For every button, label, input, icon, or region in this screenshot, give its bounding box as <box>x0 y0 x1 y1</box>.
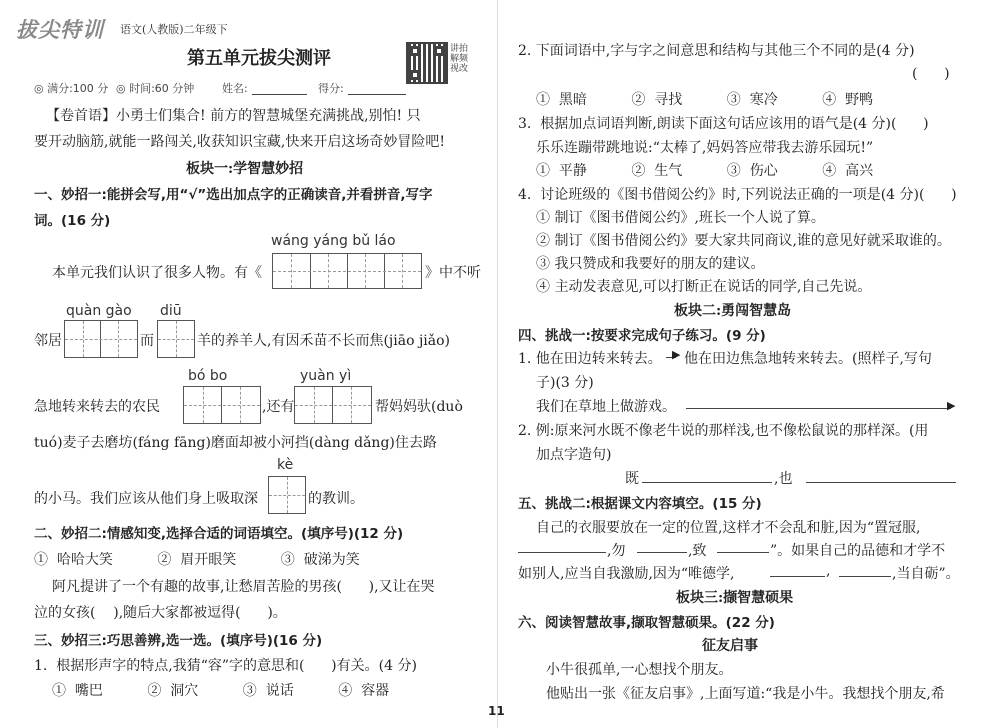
pinyin-wangyangbulao: wáng yáng bǔ láo <box>271 233 396 249</box>
q1-line-3a: 急地转来转去的农民 <box>34 399 160 415</box>
s4-1-original: 1. 他在田边转来转去。 <box>518 351 662 367</box>
q2-line-1: 阿凡提讲了一个有趣的故事,让愁眉苦脸的男孩( ),又让在哭 <box>52 579 435 595</box>
arrow-head-1: ▶ <box>672 348 681 361</box>
pinyin-quangao: quàn gào <box>66 303 132 319</box>
r-q3-sentence: 乐乐连蹦带跳地说:“太棒了,妈妈答应带我去游乐园玩!” <box>536 140 874 156</box>
q1-line-3c: 帮妈妈驮(duò <box>375 399 463 415</box>
pinyin-bobo: bó bo <box>188 368 228 384</box>
s4-2-stem: 2. 例:原来河水既不像老牛说的那样浅,也不像松鼠说的那样深。(用 <box>518 423 929 439</box>
q1-line-2b: 而 <box>140 333 154 349</box>
s5-blank-3[interactable] <box>717 552 769 553</box>
answer-boxes-wangyangbulao[interactable] <box>272 253 422 289</box>
r-q4-option-b: ② 制订《图书借阅公约》要大家共同商议,谁的意见好就采取谁的。 <box>536 233 951 249</box>
s5-line-3b: , <box>826 563 831 579</box>
r-q4-option-c: ③ 我只赞成和我要好的朋友的建议。 <box>536 256 765 272</box>
subject-label: 语文(人教版)二年级下 <box>120 23 228 36</box>
pinyin-diu: diū <box>160 303 182 319</box>
answer-box-ke[interactable] <box>268 476 306 514</box>
s4-1-answer-line[interactable] <box>686 408 951 409</box>
q3-stem: 三、妙招三:巧思善辨,选一选。(填序号)(16 分) <box>34 633 323 649</box>
q1-line-2a: 邻居 <box>34 333 62 349</box>
s5-blank-5[interactable] <box>839 576 891 577</box>
r-q4-option-d: ④ 主动发表意见,可以打断正在说话的同学,自己先说。 <box>536 279 872 295</box>
s4-2-blank-2[interactable] <box>806 482 956 483</box>
r-q4-stem: 4. 讨论班级的《图书借阅公约》时,下列说法正确的一项是(4 分)( ) <box>518 187 957 203</box>
q1-line-3b: ,还有 <box>262 399 295 415</box>
points-label: 得分: <box>318 82 344 95</box>
section-2-title: 板块二:勇闯智慧岛 <box>674 303 792 319</box>
s5-line-3a: 如别人,应当自我激励,因为“唯德学, <box>518 566 735 582</box>
s4-1-example: 他在田边焦急地转来转去。(照样子,写句 <box>684 351 932 367</box>
q3-1-options: ① 嘴巴 ② 洞穴 ③ 说话 ④ 容器 <box>52 683 390 699</box>
r-q2-stem: 2. 下面词语中,字与字之间意思和结构与其他三个不同的是(4 分) <box>518 43 915 59</box>
s6-stem: 六、阅读智慧故事,撷取智慧硕果。(22 分) <box>518 615 775 631</box>
q1-line-1b: 》中不听 <box>425 265 481 281</box>
s5-line-2a: ,勿 <box>607 543 626 559</box>
qr-code[interactable] <box>408 44 446 82</box>
brand-logo: 拔尖特训 <box>16 18 104 42</box>
arrow-head-2: ▶ <box>947 399 956 412</box>
story-title: 征友启事 <box>702 638 758 654</box>
s5-blank-4[interactable] <box>770 576 825 577</box>
r-q2-options: ① 黑暗 ② 寻找 ③ 寒冷 ④ 野鸭 <box>536 92 874 108</box>
answer-box-diu[interactable] <box>157 320 195 358</box>
s4-2-ji: 既 <box>625 471 639 487</box>
q1-line-5a: 的小马。我们应该从他们身上吸取深 <box>34 491 258 507</box>
answer-boxes-quangao[interactable] <box>64 320 138 358</box>
s4-1-note: 子)(3 分) <box>536 375 594 391</box>
r-q4-option-a: ① 制订《图书借阅公约》,班长一个人说了算。 <box>536 210 825 226</box>
story-line-1: 小牛很孤单,一心想找个朋友。 <box>546 662 733 678</box>
q2-line-2: 泣的女孩( ),随后大家都被逗得( )。 <box>34 605 287 621</box>
q3-1-stem: 1. 根据形声字的特点,我猜“容”字的意思和( )有关。(4 分) <box>34 658 417 674</box>
points-field[interactable] <box>348 94 406 95</box>
page-divider <box>497 0 498 728</box>
answer-boxes-yuanyi[interactable] <box>294 386 372 424</box>
intro-line-1: 【卷首语】小勇士们集合! 前方的智慧城堡充满挑战,别怕! 只 <box>46 108 421 124</box>
answer-boxes-bobo[interactable] <box>183 386 261 424</box>
pinyin-yuanyi: yuàn yì <box>300 368 352 384</box>
r-q3-stem: 3. 根据加点词语判断,朗读下面这句话应该用的语气是(4 分)( ) <box>518 116 929 132</box>
q1-stem-2: 词。(16 分) <box>34 213 111 229</box>
page-title: 第五单元拔尖测评 <box>187 48 331 69</box>
s4-stem: 四、挑战一:按要求完成句子练习。(9 分) <box>518 328 766 344</box>
s5-blank-2[interactable] <box>637 552 687 553</box>
pinyin-ke: kè <box>277 457 294 473</box>
story-line-2: 他贴出一张《征友启事》,上面写道:“我是小牛。我想找个朋友,希 <box>546 686 945 702</box>
s4-1-task: 我们在草地上做游戏。 <box>536 399 676 415</box>
full-score: ◎ 满分:100 分 <box>34 82 109 95</box>
q1-line-5b: 的教训。 <box>308 491 364 507</box>
r-q2-paren[interactable]: ( ) <box>912 66 950 82</box>
s4-2-ye: ,也 <box>774 471 793 487</box>
intro-line-2: 要开动脑筋,就能一路闯关,收获知识宝藏,快来开启这场奇妙冒险吧! <box>34 134 445 150</box>
s5-line-1: 自己的衣服要放在一定的位置,这样才不会乱和脏,因为“置冠服, <box>536 520 921 536</box>
r-q3-options: ① 平静 ② 生气 ③ 伤心 ④ 高兴 <box>536 163 874 179</box>
s5-line-3c: ,当自砺”。 <box>892 566 960 582</box>
q1-line-2c: 羊的养羊人,有因禾苗不长而焦(jiāo jiǎo) <box>197 333 451 349</box>
name-field[interactable] <box>252 94 307 95</box>
s5-line-2b: ,致 <box>688 543 707 559</box>
q1-line-4: tuó)麦子去磨坊(fáng fāng)磨面却被小河挡(dàng dǎng)住去路 <box>34 435 437 451</box>
page-number: 11 <box>488 704 505 718</box>
q1-stem-1: 一、妙招一:能拼会写,用“√”选出加点字的正确读音,并看拼音,写字 <box>34 187 433 203</box>
s4-2-note: 加点字造句) <box>536 447 612 463</box>
qr-caption: 讲拍解频视改 <box>450 44 469 74</box>
section-1-title: 板块一:学智慧妙招 <box>186 161 304 177</box>
time-limit: ◎ 时间:60 分钟 <box>116 82 195 95</box>
s4-2-blank-1[interactable] <box>642 482 772 483</box>
name-label: 姓名: <box>222 82 248 95</box>
s5-stem: 五、挑战二:根据课文内容填空。(15 分) <box>518 496 762 512</box>
q1-line-1a: 本单元我们认识了很多人物。有《 <box>52 265 262 281</box>
section-3-title: 板块三:撷智慧硕果 <box>676 590 794 606</box>
q2-stem: 二、妙招二:情感知变,选择合适的词语填空。(填序号)(12 分) <box>34 526 404 542</box>
q2-options: ① 哈哈大笑 ② 眉开眼笑 ③ 破涕为笑 <box>34 552 360 568</box>
s5-line-2c: ”。如果自己的品德和才学不 <box>770 543 946 559</box>
s5-blank-1[interactable] <box>518 552 606 553</box>
